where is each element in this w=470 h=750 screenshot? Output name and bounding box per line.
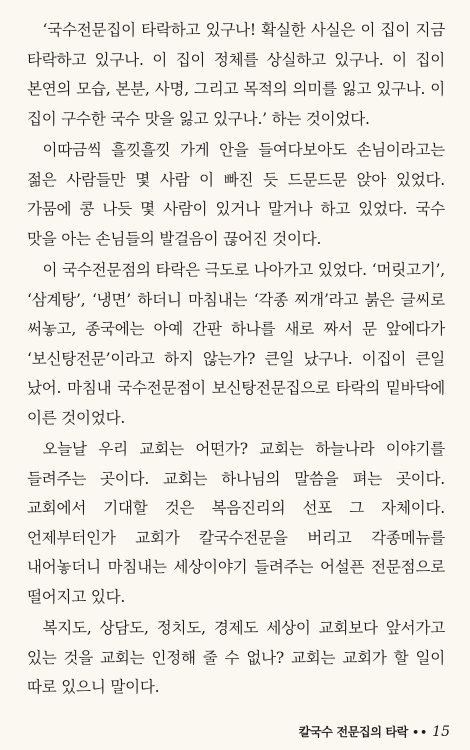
body-text xyxy=(27,16,445,705)
page-footer xyxy=(299,723,450,740)
footer-separator: •• xyxy=(412,726,429,739)
running-title: 칼국수 전문집의 타락 xyxy=(298,725,409,739)
paragraph-4: 오늘날 우리 교회는 어떤가? 교회는 하늘나라 이야기를 들려주는 곳이다. 교회는 하나님의 말씀을 펴는 곳이다. 교회에서 기대할 것은 복음진리의 선포 그 자체이다. 언제부터인가 교회가 칼국수전문을 버리고 각종메뉴를 내어놓더니 마침내는 세상이야기 들려주는 어설픈 전문점으로 떨어지고 있다. xyxy=(27,440,445,606)
paragraph-5: 복지도, 상담도, 정치도, 경제도 세상이 교회보다 앞서가고 있는 것을 교회는 인정해 줄 수 없나? 교회는 교회가 할 일이 따로 있으니 말이다. xyxy=(27,619,445,696)
paragraph-3: 이 국수전문점의 타락은 극도로 나아가고 있었다. ‘머릿고기’, ‘삼계탕’, ‘냉면’ 하더니 마침내는 ‘각종 찌개’라고 붉은 글씨로 써놓고, 종국에는 아예 간판 하나를 새로 짜서 문 앞에다가 ‘보신탕전문’이라고 하지 않는가? 큰일 났구나. 이집이 큰일 났어. 마침내 국수전문점이 보신탕전문집으로 타락의 밑바닥에 이른 것이었다. xyxy=(27,261,445,427)
page-number: 15 xyxy=(432,724,450,740)
paragraph-2: 이따금씩 흘낏흘낏 가게 안을 들여다보아도 손님이라고는 젊은 사람들만 몇 사람 이 빠진 듯 드문드문 앉아 있었다. 가뭄에 콩 나듯 몇 사람이 있거나 말거나 하고 있었다. 국수 맛을 아는 손님들의 발걸음이 끊어진 것이다. xyxy=(27,141,445,248)
paragraph-1: ‘국수전문집이 타락하고 있구나! 확실한 사실은 이 집이 지금 타락하고 있구나. 이 집이 정체를 상실하고 있구나. 이 집이 본연의 모습, 본분, 사명, 그리고 목적의 의미를 잃고 있구나. 이 집이 구수한 국수 맛을 잃고 있구나.’ 하는 것이었다. xyxy=(27,21,445,128)
